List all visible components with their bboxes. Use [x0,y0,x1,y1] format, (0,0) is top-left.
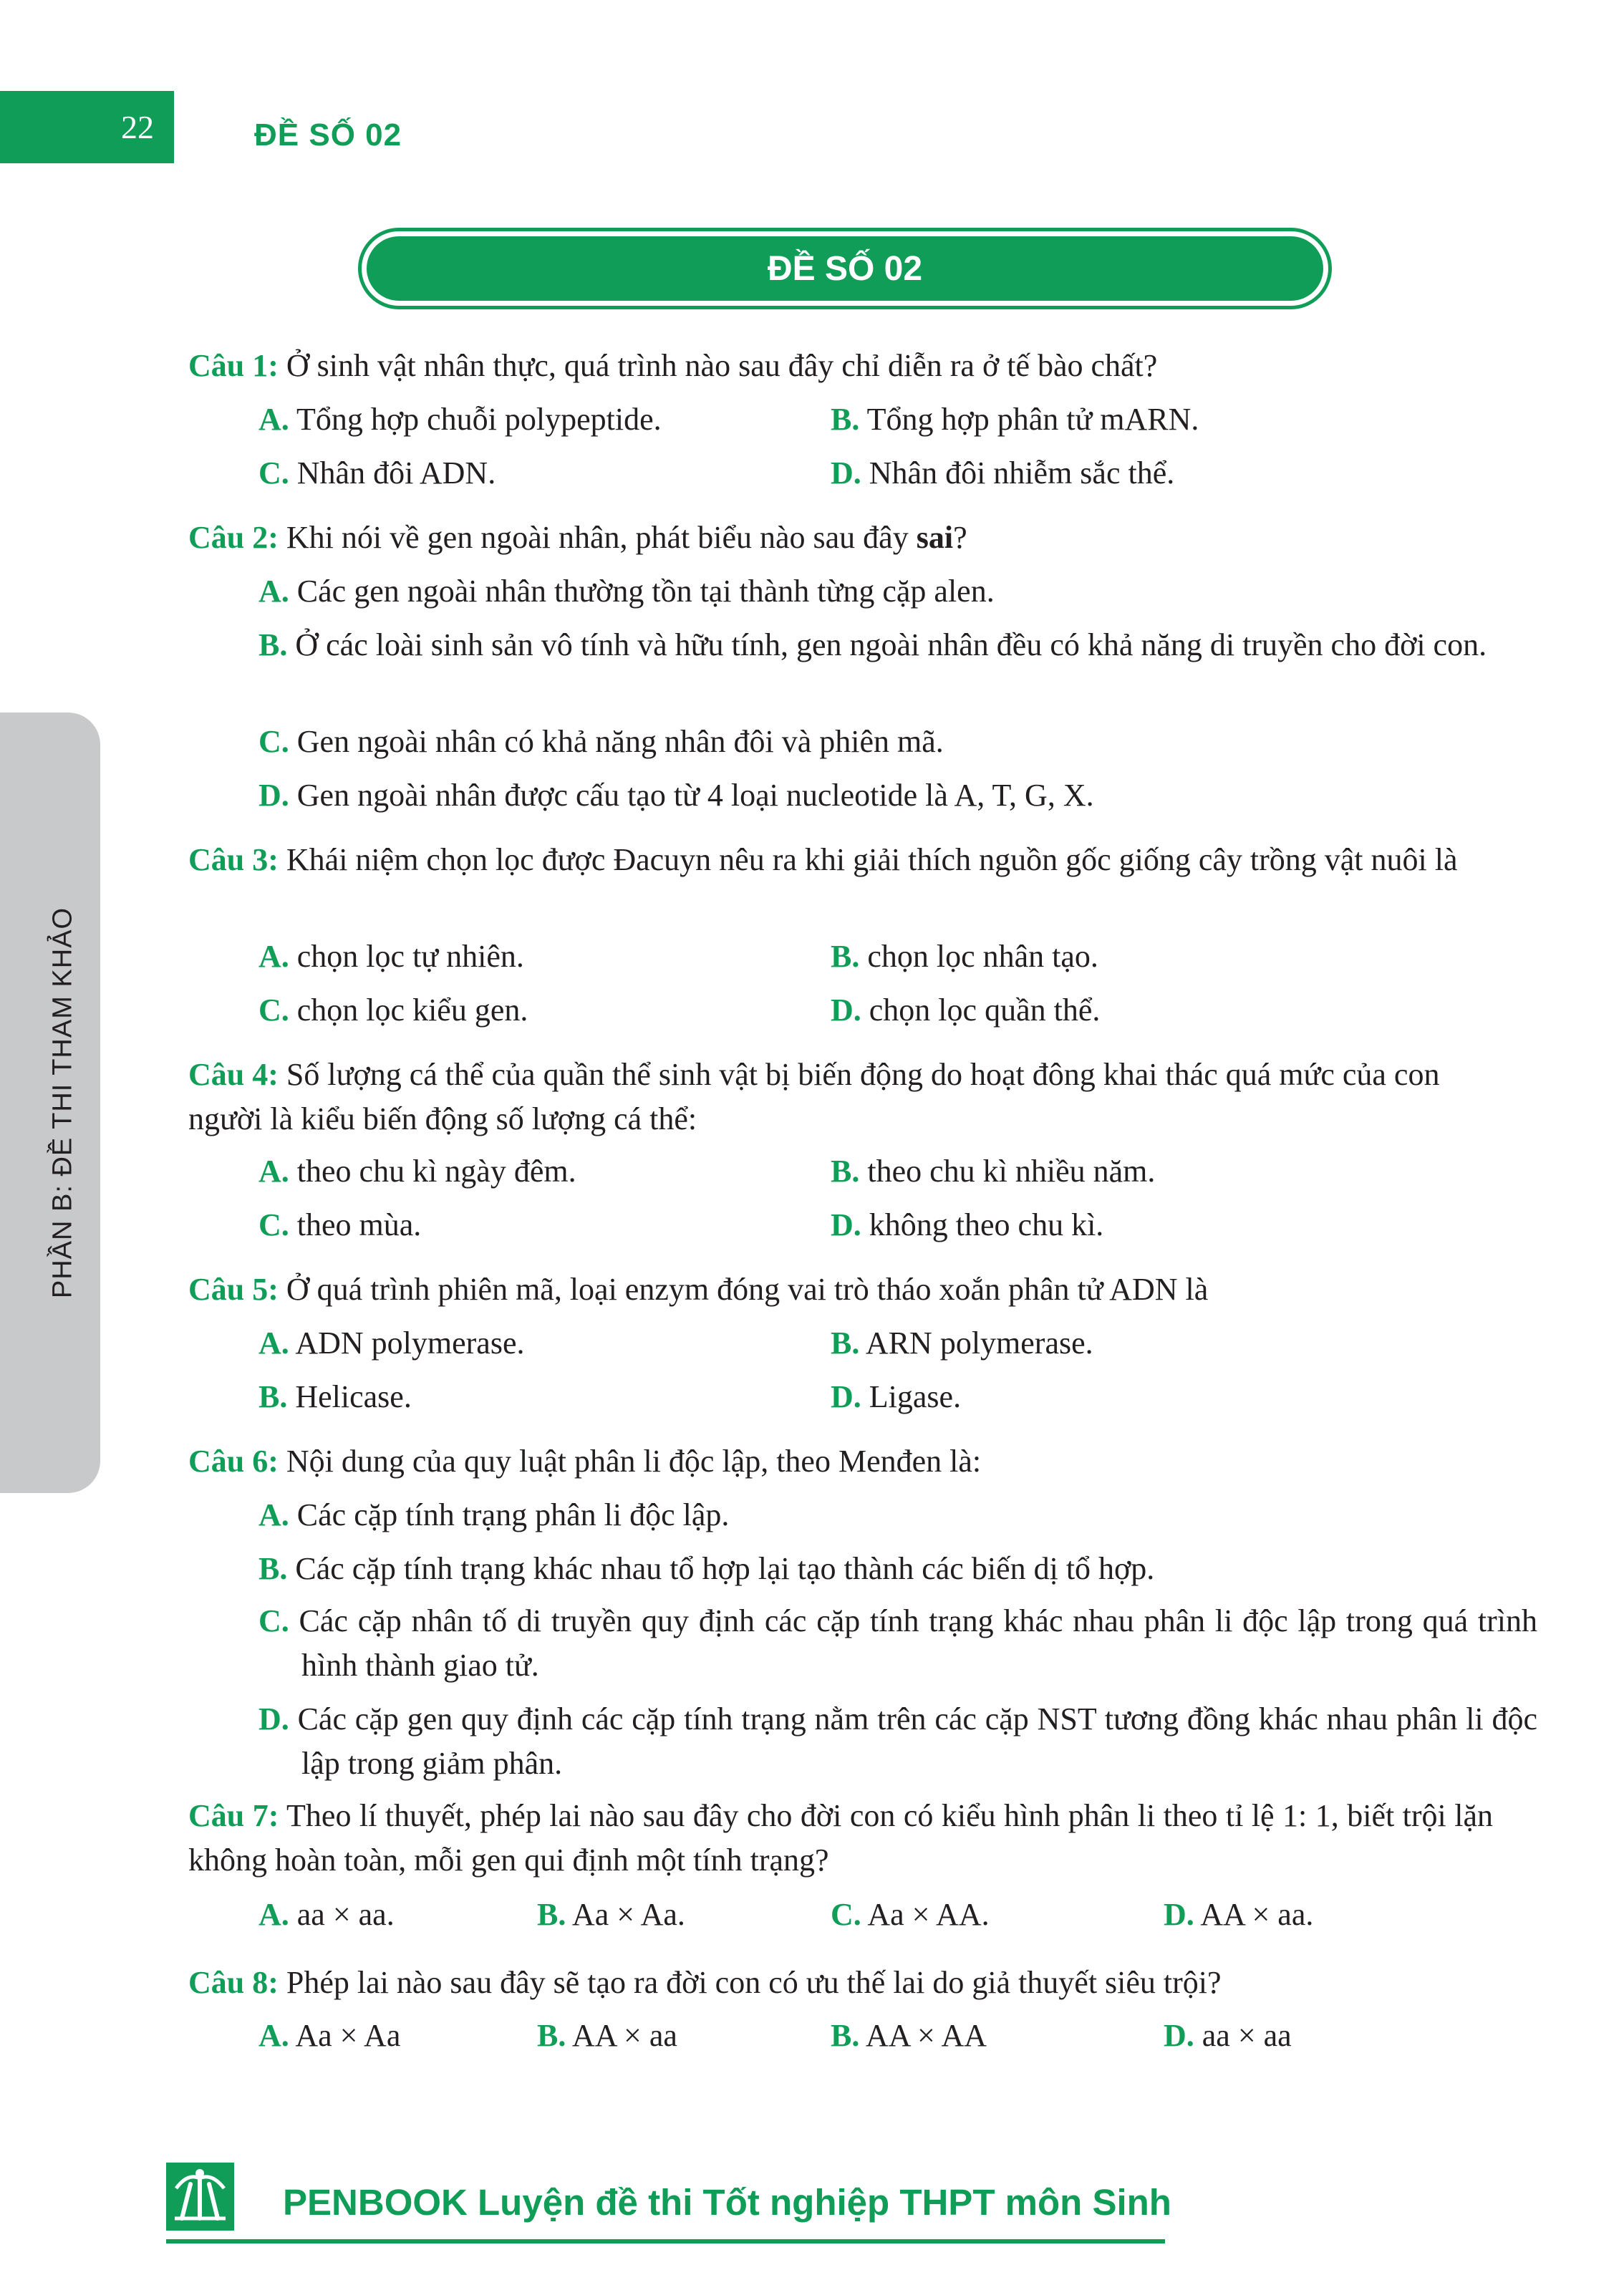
option-text: Aa × Aa [289,2018,401,2053]
question-1-option-d [831,451,1174,496]
option-label: C. [258,992,289,1028]
question-1-option-a [258,397,662,442]
option-label: D. [831,1379,861,1414]
option-text: ARN polymerase. [859,1325,1093,1361]
footer-book-title: PENBOOK Luyện đề thi Tốt nghiệp THPT môn Sinh [283,2182,1171,2223]
question-label: Câu 4: [188,1057,279,1092]
option-label: C. [258,1207,289,1242]
option-label: B. [258,1551,288,1586]
option-text: Các cặp gen quy định các cặp tính trạng nằm trên các cặp NST tương đồng khác nhau phân li độc lập trong giảm phân. [289,1701,1537,1781]
section-side-tab-label: PHẦN B: ĐỀ THI THAM KHẢO [47,907,78,1299]
option-label: B. [258,627,288,662]
question-2-option-d [258,773,1094,818]
question-2-option-a [258,569,995,614]
option-text: Nhân đôi nhiễm sắc thể. [861,455,1175,491]
option-text: Tổng hợp phân tử mARN. [859,402,1199,437]
question-7-option-c [831,1893,990,1937]
option-text: Ligase. [861,1379,962,1414]
option-label: C. [831,1897,861,1932]
option-label: A. [258,1325,289,1361]
option-text: chọn lọc kiểu gen. [289,992,528,1028]
option-text: Tổng hợp chuỗi polypeptide. [289,402,662,437]
question-text: Số lượng cá thể của quần thể sinh vật bị biến động do hoạt đông khai thác quá mức của con người là kiểu biến động số lượng cá thể: [188,1057,1440,1136]
question-emphasis: sai [916,520,954,555]
exam-title: ĐỀ SỐ 02 [367,236,1323,301]
option-label: D. [831,992,861,1028]
option-label: B. [831,402,860,437]
option-text: Helicase. [287,1379,412,1414]
question-1-stem [188,344,1493,388]
option-label: A. [258,939,289,974]
question-5-stem [188,1267,1493,1312]
question-label: Câu 5: [188,1272,279,1307]
option-text: Gen ngoài nhân có khả năng nhân đôi và phiên mã. [289,724,944,759]
option-text: chọn lọc tự nhiên. [289,939,524,974]
option-label: B. [537,1897,566,1932]
question-8-option-b [537,2014,677,2058]
option-text: chọn lọc quần thể. [861,992,1101,1028]
option-text: theo chu kì nhiều năm. [859,1154,1156,1189]
option-text: AA × aa. [1194,1897,1314,1932]
option-text: Nhân đôi ADN. [289,455,496,491]
option-label: D. [1164,1897,1194,1932]
option-text: Aa × AA. [861,1897,990,1932]
option-label: D. [831,1207,861,1242]
option-label: A. [258,402,289,437]
question-3-option-c [258,988,528,1033]
question-text-end: ? [953,520,967,555]
question-5-option-d [831,1375,961,1419]
penbook-logo-graphic [166,2163,234,2231]
option-text: Aa × Aa. [566,1897,685,1932]
question-4-option-d [831,1203,1103,1247]
option-text: AA × aa [566,2018,677,2053]
page-number: 22 [0,91,174,163]
option-label: A. [258,2018,289,2053]
question-text: Nội dung của quy luật phân li độc lập, theo Menđen là: [278,1444,982,1479]
question-label: Câu 1: [188,348,279,383]
question-text: Khái niệm chọn lọc được Đacuyn nêu ra khi giải thích nguồn gốc giống cây trồng vật nuôi là [278,842,1458,877]
question-1-option-b [831,397,1199,442]
question-4-stem [188,1053,1493,1141]
running-title: ĐỀ SỐ 02 [254,117,402,153]
question-6-option-d [258,1697,1537,1786]
option-text: Các cặp tính trạng phân li độc lập. [289,1497,730,1532]
question-5-option-c [258,1375,412,1419]
option-label: B. [831,2018,860,2053]
option-label: D. [831,455,861,491]
option-text: Ở các loài sinh sản vô tính và hữu tính, gen ngoài nhân đều có khả năng di truyền cho đời con. [287,627,1487,662]
question-text: Ở sinh vật nhân thực, quá trình nào sau đây chỉ diễn ra ở tế bào chất? [278,348,1158,383]
question-6-option-c [258,1599,1537,1688]
question-text: Ở quá trình phiên mã, loại enzym đóng vai trò tháo xoắn phân tử ADN là [278,1272,1209,1307]
option-text: theo chu kì ngày đêm. [289,1154,576,1189]
option-label: C. [258,455,289,491]
option-label: A. [258,1154,289,1189]
question-3-option-b [831,934,1098,979]
question-6-stem [188,1439,1493,1484]
option-label: B. [258,1379,288,1414]
question-7-stem [188,1794,1493,1883]
question-2-option-c [258,720,944,764]
option-label: B. [831,1154,860,1189]
question-text: Phép lai nào sau đây sẽ tạo ra đời con có ưu thế lai do giả thuyết siêu trội? [278,1965,1222,2000]
question-2-option-b [258,623,1537,667]
question-3-option-a [258,934,524,979]
option-label: B. [831,1325,860,1361]
question-5-option-a [258,1321,525,1366]
question-label: Câu 7: [188,1798,279,1833]
option-label: D. [258,1701,289,1737]
question-label: Câu 2: [188,520,279,555]
option-text: aa × aa. [289,1897,395,1932]
option-label: D. [1164,2018,1194,2053]
question-3-stem [188,838,1493,882]
question-4-option-b [831,1149,1155,1194]
option-label: C. [258,1603,289,1638]
question-1-option-c [258,451,496,496]
question-7-option-a [258,1893,395,1937]
question-3-option-d [831,988,1100,1033]
question-6-option-a [258,1493,729,1537]
question-text: Theo lí thuyết, phép lai nào sau đây cho đời con có kiểu hình phân li theo tỉ lệ 1: 1, biết trội lặn không hoàn toàn, mỗi gen qui định một tính trạng? [188,1798,1493,1878]
option-text: chọn lọc nhân tạo. [859,939,1098,974]
question-label: Câu 8: [188,1965,279,2000]
question-7-option-b [537,1893,685,1937]
exam-title-frame [358,228,1332,309]
question-8-stem [188,1961,1493,2005]
option-label: D. [258,778,289,813]
option-text: aa × aa [1194,2018,1292,2053]
option-label: C. [258,724,289,759]
question-4-option-c [258,1203,421,1247]
option-text: Các cặp tính trạng khác nhau tổ hợp lại tạo thành các biến dị tổ hợp. [287,1551,1155,1586]
question-2-stem [188,516,1493,560]
option-text: theo mùa. [289,1207,422,1242]
option-label: A. [258,574,289,609]
question-label: Câu 6: [188,1444,279,1479]
question-8-option-c [831,2014,987,2058]
option-text: AA × AA [859,2018,987,2053]
option-text: Các cặp nhân tố di truyền quy định các cặp tính trạng khác nhau phân li độc lập trong quá trình hình thành giao tử. [289,1603,1537,1683]
option-text: Các gen ngoài nhân thường tồn tại thành từng cặp alen. [289,574,995,609]
question-8-option-a [258,2014,400,2058]
footer-divider [166,2239,1165,2243]
question-label: Câu 3: [188,842,279,877]
option-label: A. [258,1497,289,1532]
penbook-logo-icon [166,2163,234,2231]
option-text: Gen ngoài nhân được cấu tạo từ 4 loại nucleotide là A, T, G, X. [289,778,1094,813]
option-label: B. [537,2018,566,2053]
question-8-option-d [1164,2014,1292,2058]
question-5-option-b [831,1321,1093,1366]
option-label: A. [258,1897,289,1932]
question-4-option-a [258,1149,576,1194]
option-text: ADN polymerase. [289,1325,525,1361]
question-7-option-d [1164,1893,1313,1937]
option-text: không theo chu kì. [861,1207,1104,1242]
option-label: B. [831,939,860,974]
question-text: Khi nói về gen ngoài nhân, phát biểu nào sau đây [278,520,917,555]
question-6-option-b [258,1547,1154,1591]
